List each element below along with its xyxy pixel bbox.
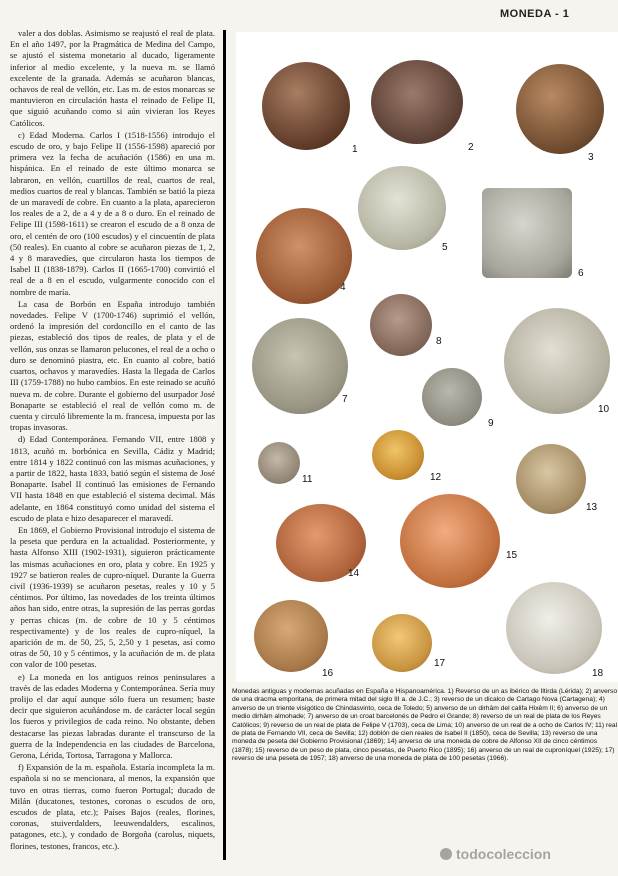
paragraph: valer a dos doblas. Asimismo se reajustó el real de plata. En el año 1497, por la Pragmática de Medina del Campo, se ajustó el sistema monetario al ducado, ligeramente inferior al medio excelente, y la nueva m. se llamó excelente de la granada. Además se acuñaron blancas, ochavos de real de vellón, etc. Las m. de estos monarcas se mantuvieron en circulación hasta el reinado de Felipe II, que siguió acuñando como si aún vivieran los Reyes Católicos. [10, 28, 215, 128]
figure-caption: Monedas antiguas y modernas acuñadas en España e Hispanoamérica. 1) Reverso de un as ibérico de Iltirda (Lérida); 2) anverso de una dracma emporitana, de primera mitad del siglo III a. de J.C.; 3) reverso de un dicalco de Cartago Nova (Cartagena); 4) anverso de un triente visigótico de Chindasvinto, ceca de Toledo; 5) anverso de un dirhâm del califa Hixêm II; 6) anverso de un medio dirhâm almohade; 7) anverso de un croat barcelonés de Pedro el Grande; 8) reverso de un real de plata de los Reyes Católicos; 9) reverso de un real de plata de Felipe V (1703), ceca de Lima; 10) anverso de un real de a ocho de Carlos IV; 11) real de plata de Fernando VII, ceca de Sevilla; 12) doblón de cien reales de Isabel II (1850), ceca de Sevilla; 13) reverso de una moneda de peseta del Gobierno Provisional (1869); 14) anverso de una moneda de cobre de Alfonso XII de cinco céntimos (1878); 15) reverso de un peso de plata, cinco pesetas, de Puerto Rico (1895); 16) anverso de un real de cuproníquel (1925); 17) reverso de una peseta de 1957; 18) anverso de una moneda de plata de 100 pesetas (1966). [232, 688, 618, 763]
paragraph: d) Edad Contemporánea. Fernando VII, entre 1808 y 1813, acuñó m. borbónica en Sevilla, Cádiz y Madrid; entre 1814 y 1822 continuó con las mismas acuñaciones, y a partir de 1822, hasta 1833, batió según el sistema de José Bonaparte. Isabel II continuó las emisiones de Fernando VII hasta 1848 en que estableció el sistema decimal. Más adelante, en 1864 constituyó como unidad del sistema el escudo de plata e hizo desaparecer el maravedí. [10, 434, 215, 523]
coin-label: 3 [588, 152, 594, 163]
coin-8 [370, 294, 432, 356]
coin-12 [372, 430, 424, 480]
watermark [440, 846, 551, 862]
coin-6 [482, 188, 572, 278]
coin-4 [256, 208, 352, 304]
coin-label: 7 [342, 394, 348, 405]
coin-10 [504, 308, 610, 414]
paragraph: La casa de Borbón en España introdujo también novedades. Felipe V (1700-1746) suprimió el vellón, ordenó la impresión del cordoncillo en el canto de las piezas, estableció dos tipos de reales, de plata y el de vellón, sus onzas se llamaron pelucones, el real de a ocho o duro se denominó piastra, etc. En cuanto al cobre, batió cuartos, ochavos y maravedíes. Hasta la llegada de Carlos III (1759-1788) no hubo cambios. En este reinado se acuñó nueva m. de cobre. Durante el gobierno del usurpador José Bonaparte se estableció el real de vellón como m. de cuenta y circuló libremente la m. francesa, impuesta por las tropas invasoras. [10, 298, 215, 433]
coin-label: 15 [506, 550, 518, 561]
watermark-text: todocoleccion [456, 846, 551, 862]
coin-5 [358, 166, 446, 250]
coin-label: 1 [352, 144, 358, 155]
paragraph: En 1869, el Gobierno Provisional introdujo el sistema de la peseta que perdura en la actualidad. Posteriormente, y hasta Alfonso XIII (1902-1931), siguieron prácticamente las mismas acuñaciones en oro, plata y cobre. En 1925 y 1927 se batieron reales de cupro-níquel. Durante la Guerra civil (1936-1939) se acuñaron pesetas, reales y 10 y 5 céntimos. Por último, las novedades de los treinta últimos años han sido, entre otras, la supresión de las perras gordas y perras chicas (m. de cobre de 10 y 5 céntimos respectivamente) y de los reales de cupro-níquel, la aparición de m. de 50, 25, 5, 2,50 y 1 pesetas, así como otras de 50, 10 y 5 céntimos, y la acuñación de m. de plata con valor de 100 pesetas. [10, 524, 215, 670]
paragraph: c) Edad Moderna. Carlos I (1518-1556) introdujo el escudo de oro, y bajo Felipe II (1556-1598) apareció por primera vez la fecha de acuñación (1586) en una m. hispánica. En el reinado de este último monarca se labraron, en vellón, cuartillos de real, cuartos de real, medios cuartos de real y blancas. También se batió la pieza de un maravedí de cobre. En cuanto a la plata, aparecieron los reales de a 2, de a 4 y de a 8 o duro. En el reinado de Felipe III (1598-1611) se crearon el escudo de a 8 onza de oro, el centén de oro (100 escudos) y el cincuentín de plata (50 reales). En cuanto al cobre se acuñaron piezas de 1, 2, 4 y 8 maravedíes, que circularon hasta los tiempos de Isabel II (1838-1879). Carlos II (1665-1700) convirtió el real de a 8 en el escudo, vulgarmente conocido con el nombre de maría. [10, 129, 215, 297]
coin-11 [258, 442, 300, 484]
column-rule [223, 30, 226, 860]
coin-label: 8 [436, 336, 442, 347]
coin-label: 13 [586, 502, 598, 513]
coin-15 [400, 494, 500, 588]
body-text [10, 28, 215, 853]
coin-16 [254, 600, 328, 672]
coin-17 [372, 614, 432, 672]
running-header: MONEDA - 1 [500, 8, 570, 20]
coin-18 [506, 582, 602, 674]
coin-plate [236, 32, 618, 682]
coin-label: 18 [592, 668, 604, 679]
coin-3 [516, 64, 604, 154]
coin-label: 17 [434, 658, 446, 669]
coin-1 [262, 62, 350, 150]
coin-label: 4 [340, 282, 346, 293]
watermark-logo-icon [440, 848, 452, 860]
coin-9 [422, 368, 482, 426]
coin-7 [252, 318, 348, 414]
coin-label: 11 [302, 474, 313, 485]
paragraph: f) Expansión de la m. española. Estaría incompleta la m. española si no se mencionara, al menos, la expansión que tuvo en otras tierras, como fueron Portugal; ducado de Milán (ducatones, testones, coronas o escudos de oro, escudos de plata, etc.); Países Bajos (reales, florines, coronas, stuiverdalders, leeuwendalders, escalinos, patagones, etc.), y condado de Borgoña (carolus, niquets, florines, testones, francos, etc.). [10, 762, 215, 851]
coin-label: 12 [430, 472, 442, 483]
coin-label: 5 [442, 242, 448, 253]
coin-label: 16 [322, 668, 334, 679]
coin-13 [516, 444, 586, 514]
coin-label: 6 [578, 268, 584, 279]
coin-2 [371, 60, 463, 144]
coin-label: 9 [488, 418, 494, 429]
coin-label: 2 [468, 142, 474, 153]
coin-label: 10 [598, 404, 610, 415]
coin-label: 14 [348, 568, 360, 579]
paragraph: e) La moneda en los antiguos reinos peninsulares a través de las edades Moderna y Contemporánea. Sería muy prolijo el dar aquí aunque sólo fuera un resumen; baste decir que siguieron acuñándose m. de carácter local según los fueros y privilegios de cada reino. No obstante, deben destacarse las piezas labradas durante el transcurso de la guerra de la Independencia en las ciudades de Barcelona, Gerona, Lérida, Tortosa, Tarragona y Mallorca. [10, 671, 215, 760]
